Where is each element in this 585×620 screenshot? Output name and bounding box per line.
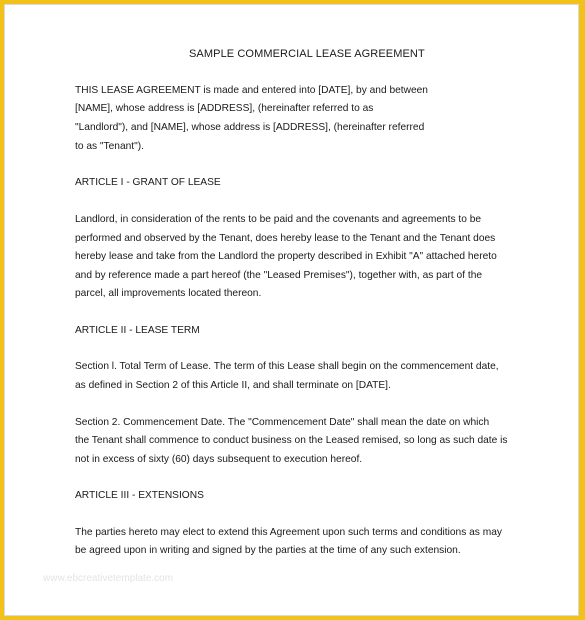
article-1-heading: ARTICLE I - GRANT OF LEASE: [75, 177, 221, 188]
article-1-line: and by reference made a part hereof (the "Leased Premises"), together with, as part of the: [75, 270, 483, 281]
article-3-line: The parties hereto may elect to extend this Agreement upon such terms and conditions as may: [75, 527, 502, 538]
article-1-line: performed and observed by the Tenant, does hereby lease to the Tenant and the Tenant does: [75, 233, 496, 244]
section-2-line: not in excess of sixty (60) days subsequent to execution hereof.: [75, 454, 363, 465]
intro-line: to as "Tenant").: [75, 141, 144, 152]
article-3-line: be agreed upon in writing and signed by the parties at the time of any such extension.: [75, 545, 461, 556]
watermark-text: www.ebcreativetemplate.com: [43, 573, 174, 584]
intro-line: THIS LEASE AGREEMENT is made and entered into [DATE], by and between: [75, 85, 428, 96]
intro-line: "Landlord"), and [NAME], whose address is [ADDRESS], (hereinafter referred: [75, 122, 425, 133]
section-2-line: Section 2. Commencement Date. The "Commencement Date" shall mean the date on which: [75, 417, 490, 428]
article-1-line: hereby lease and take from the Landlord the property described in Exhibit "A" attached hereto: [75, 251, 497, 262]
article-1-line: Landlord, in consideration of the rents to be paid and the covenants and agreements to be: [75, 214, 482, 225]
section-2-line: the Tenant shall commence to conduct business on the Leased remised, so long as such date is: [75, 435, 508, 446]
document-title: SAMPLE COMMERCIAL LEASE AGREEMENT: [189, 48, 425, 60]
section-1-line: Section l. Total Term of Lease. The term of this Lease shall begin on the commencement date,: [75, 361, 499, 372]
article-2-heading: ARTICLE II - LEASE TERM: [75, 325, 200, 336]
intro-line: [NAME], whose address is [ADDRESS], (hereinafter referred to as: [75, 103, 374, 114]
article-1-line: parcel, all improvements located thereon.: [75, 288, 262, 299]
section-1-line: as defined in Section 2 of this Article II, and shall terminate on [DATE].: [75, 380, 391, 391]
document-page: [4, 4, 579, 616]
article-3-heading: ARTICLE III - EXTENSIONS: [75, 490, 204, 501]
